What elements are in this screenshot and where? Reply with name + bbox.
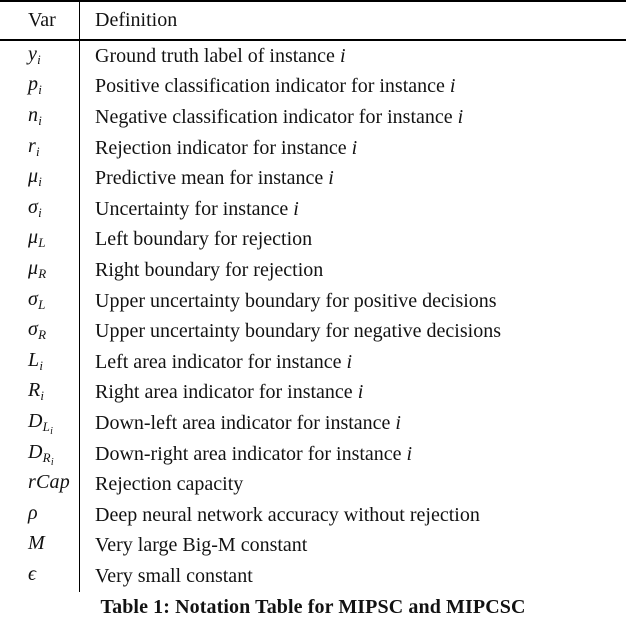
- table-row: [0, 439, 626, 470]
- var-symbol: $L_i$: [28, 348, 44, 373]
- definition-text: Deep neural network accuracy without rejection: [95, 503, 480, 526]
- definition-text: Rejection capacity: [95, 473, 244, 496]
- var-cell: [0, 72, 80, 103]
- table-row: [0, 163, 626, 194]
- var-symbol: $D_{R_i}$: [28, 440, 54, 468]
- table-row: [0, 41, 626, 72]
- definition-text: Predictive mean for instance: [95, 167, 324, 190]
- definition-cell: [80, 378, 626, 409]
- var-cell: [0, 439, 80, 470]
- table-header-row: [0, 2, 626, 41]
- var-cell: [0, 255, 80, 286]
- definition-text: Positive classification indicator for instance: [95, 75, 445, 98]
- header-definition-cell: [80, 2, 626, 39]
- definition-cell: [80, 255, 626, 286]
- definition-cell: [80, 469, 626, 500]
- definition-math-tail: i: [357, 381, 364, 404]
- var-symbol: $\mu_L$: [28, 226, 46, 251]
- definition-text: Upper uncertainty boundary for positive decisions: [95, 289, 497, 312]
- definition-cell: [80, 561, 626, 592]
- var-cell: [0, 408, 80, 439]
- var-cell: [0, 500, 80, 531]
- header-var-label: Var: [28, 9, 56, 31]
- var-symbol: M: [28, 532, 45, 555]
- definition-text: Right area indicator for instance: [95, 381, 353, 404]
- table-row: [0, 378, 626, 409]
- var-cell: [0, 194, 80, 225]
- definition-cell: [80, 225, 626, 256]
- var-symbol: $\sigma_i$: [28, 195, 42, 220]
- var-cell: [0, 469, 80, 500]
- table-row: [0, 255, 626, 286]
- var-symbol: $\mu_R$: [28, 256, 47, 281]
- definition-cell: [80, 41, 626, 72]
- var-cell: [0, 347, 80, 378]
- definition-math-tail: i: [406, 442, 413, 465]
- table-row: [0, 347, 626, 378]
- definition-cell: [80, 72, 626, 103]
- definition-text: Upper uncertainty boundary for negative decisions: [95, 320, 501, 343]
- table-row: [0, 102, 626, 133]
- definition-text: Very large Big-M constant: [95, 534, 308, 557]
- definition-text: Ground truth label of instance: [95, 44, 335, 67]
- table-row: [0, 72, 626, 103]
- var-cell: [0, 531, 80, 562]
- definition-cell: [80, 194, 626, 225]
- var-cell: [0, 133, 80, 164]
- table-row: [0, 316, 626, 347]
- var-cell: [0, 378, 80, 409]
- table-row: [0, 225, 626, 256]
- table-row: [0, 194, 626, 225]
- definition-cell: [80, 408, 626, 439]
- definition-text: Down-right area indicator for instance: [95, 442, 402, 465]
- var-cell: [0, 561, 80, 592]
- var-symbol: $R_i$: [28, 379, 45, 404]
- definition-cell: [80, 531, 626, 562]
- table-body: [0, 41, 626, 592]
- var-cell: [0, 102, 80, 133]
- var-cell: [0, 286, 80, 317]
- var-symbol: $y_i$: [28, 42, 41, 67]
- definition-cell: [80, 102, 626, 133]
- definition-cell: [80, 133, 626, 164]
- definition-math-tail: i: [339, 44, 346, 67]
- definition-math-tail: i: [328, 167, 334, 190]
- table-row: [0, 286, 626, 317]
- definition-text: Left area indicator for instance: [95, 350, 342, 373]
- definition-math-tail: i: [346, 350, 353, 373]
- definition-math-tail: i: [457, 105, 464, 128]
- var-symbol: ρ: [28, 501, 38, 524]
- var-symbol: $\sigma_L$: [28, 287, 46, 312]
- definition-text: Uncertainty for instance: [95, 197, 289, 220]
- definition-cell: [80, 286, 626, 317]
- definition-cell: [80, 316, 626, 347]
- definition-cell: [80, 439, 626, 470]
- var-cell: [0, 225, 80, 256]
- definition-cell: [80, 347, 626, 378]
- table-row: [0, 561, 626, 592]
- var-cell: [0, 316, 80, 347]
- table-caption: Table 1: Notation Table for MIPSC and MIPCSC: [100, 595, 526, 618]
- definition-math-tail: i: [293, 197, 299, 220]
- var-symbol: ϵ: [28, 562, 37, 585]
- header-definition-label: Definition: [95, 9, 178, 31]
- definition-text: Rejection indicator for instance: [95, 136, 347, 159]
- definition-text: Left boundary for rejection: [95, 228, 313, 251]
- definition-math-tail: i: [449, 75, 456, 98]
- table-row: [0, 531, 626, 562]
- var-symbol: $p_i$: [28, 73, 43, 98]
- definition-cell: [80, 500, 626, 531]
- var-symbol: rCap: [28, 471, 70, 494]
- definition-math-tail: i: [395, 411, 401, 434]
- definition-cell: [80, 163, 626, 194]
- var-symbol: $\mu_i$: [28, 165, 43, 190]
- definition-math-tail: i: [351, 136, 358, 159]
- header-var-cell: [0, 2, 80, 39]
- table-row: [0, 408, 626, 439]
- table-row: [0, 500, 626, 531]
- definition-text: Down-left area indicator for instance: [95, 411, 391, 434]
- var-symbol: $D_{L_i}$: [28, 409, 54, 437]
- definition-text: Very small constant: [95, 564, 253, 587]
- var-symbol: $r_i$: [28, 134, 40, 159]
- var-cell: [0, 163, 80, 194]
- var-symbol: $\sigma_R$: [28, 318, 47, 343]
- definition-text: Right boundary for rejection: [95, 258, 324, 281]
- var-symbol: $n_i$: [28, 103, 43, 128]
- var-cell: [0, 41, 80, 72]
- table-row: [0, 133, 626, 164]
- definition-text: Negative classification indicator for instance: [95, 105, 453, 128]
- table-row: [0, 469, 626, 500]
